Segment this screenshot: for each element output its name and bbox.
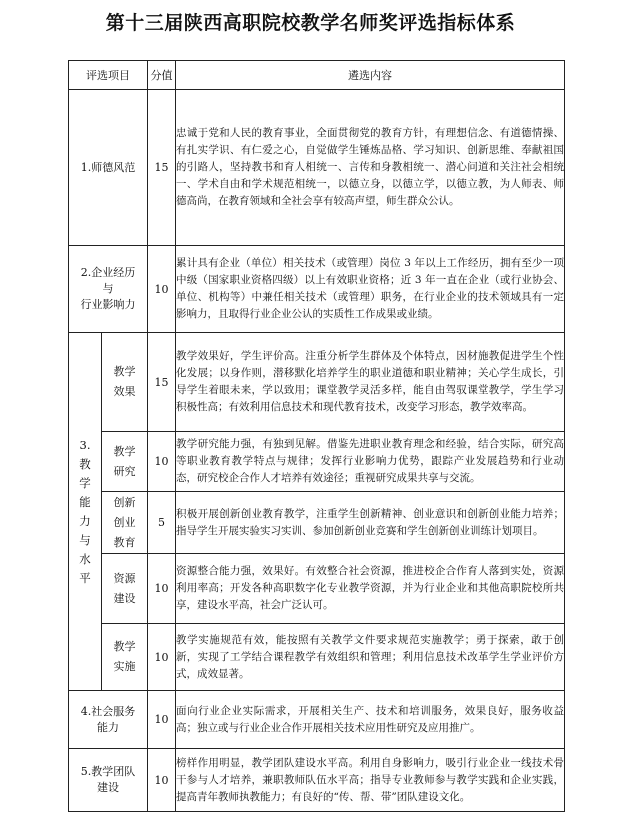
row-category: 1.师德风范 — [69, 90, 148, 246]
table-header-row — [69, 61, 565, 90]
header-score: 分值 — [148, 61, 176, 90]
table-row — [69, 432, 565, 492]
row-category — [69, 749, 148, 812]
row-score: 15 — [148, 90, 176, 246]
category-line: 4.社会服务 — [80, 704, 136, 718]
row-score: 10 — [148, 624, 176, 691]
row-score: 10 — [148, 691, 176, 749]
category-line: 2.企业经历 — [80, 266, 136, 279]
row-content: 教学研究能力强，有独到见解。借鉴先进职业教育理念和经验，结合实际，研究高等职业教育教学特点与规律；发挥行业影响力优势，跟踪产业发展趋势和行业动态，研究校企合作人才培养有效途径；重视研究成果共享与交流。 — [176, 432, 565, 492]
row-content: 资源整合能力强，效果好。有效整合社会资源，推进校企合作育人落到实处，资源利用率高；开发各种高职数字化专业教学资源，并为行业企业和其他高职院校所共享，建设水平高，社会广泛认可。 — [176, 554, 565, 624]
header-item: 评选项目 — [69, 61, 148, 90]
category-line: 与 — [102, 282, 114, 295]
row-score: 10 — [148, 554, 176, 624]
table-row — [69, 246, 565, 333]
table-row — [69, 492, 565, 554]
row-score: 10 — [148, 246, 176, 333]
table-row — [69, 554, 565, 624]
criteria-table — [68, 60, 565, 812]
table-row — [69, 749, 565, 812]
sub-category: 教学研究 — [102, 432, 148, 492]
category-line: 能力 — [97, 720, 119, 734]
group-category-label: 3.教学能力与水平 — [79, 437, 91, 585]
row-score: 15 — [148, 333, 176, 432]
sub-category: 教学效果 — [102, 333, 148, 432]
row-category — [69, 246, 148, 333]
header-content: 遴选内容 — [176, 61, 565, 90]
sub-category: 创新创业教育 — [102, 492, 148, 554]
row-score: 5 — [148, 492, 176, 554]
row-content: 榜样作用明显，教学团队建设水平高。利用自身影响力，吸引行业企业一线技术骨干参与人才培养，兼职教师队伍水平高；指导专业教师参与教学实践和企业实践，提高青年教师执教能力；有良好的“传、帮、带”团队建设文化。 — [176, 749, 565, 812]
page-title: 第十三届陕西高职院校教学名师奖评选指标体系 — [105, 12, 516, 34]
table-row — [69, 90, 565, 246]
category-line: 建设 — [97, 781, 119, 794]
table-row — [69, 333, 565, 432]
table-row — [69, 624, 565, 691]
row-content: 忠诚于党和人民的教育事业，全面贯彻党的教育方针，有理想信念、有道德情操、有扎实学识、有仁爱之心，自觉做学生锤炼品格、学习知识、创新思维、奉献祖国的引路人，坚持教书和育人相统一、言传和身教相统一、潜心问道和关注社会相统一、学术自由和学术规范相统一，以德立身，以德立学，以德立教，为人师表、师德高尚，在教育领域和全社会享有较高声望，师生群众公认。 — [176, 90, 565, 246]
row-content: 面向行业企业实际需求，开展相关生产、技术和培训服务，效果良好，服务收益高；独立或与行业企业合作开展相关技术应用性研究及应用推广。 — [176, 691, 565, 749]
row-category — [69, 691, 148, 749]
row-content: 教学效果好，学生评价高。注重分析学生群体及个体特点，因材施教促进学生个性化发展；以身作则，潜移默化培养学生的职业道德和职业精神；关心学生成长，引导学生着眼未来，学以致用；课堂教学灵活多样，能自由驾驭课堂教学，学生学习积极性高；有效利用信息技术和现代教育技术，改变学习形态，教学效率高。 — [176, 333, 565, 432]
sub-category: 教学实施 — [102, 624, 148, 691]
row-score: 10 — [148, 749, 176, 812]
row-content: 积极开展创新创业教育教学，注重学生创新精神、创业意识和创新创业能力培养；指导学生开展实验实习实训、参加创新创业竞赛和学生创新创业训练计划项目。 — [176, 492, 565, 554]
table-row — [69, 691, 565, 749]
row-content: 累计具有企业（单位）相关技术（或管理）岗位 3 年以上工作经历，拥有至少一项中级（国家职业资格四级）以上有效职业资格；近 3 年一直在企业（或行业协会、单位、机构等）中兼任相关技术（或管理）职务，在行业企业的技术领域具有一定影响力，且取得行业企业公认的实质性工作成果或业绩。 — [176, 246, 565, 333]
category-line: 5.教学团队 — [80, 765, 136, 778]
category-line: 行业影响力 — [80, 298, 136, 311]
row-content: 教学实施规范有效，能按照有关教学文件要求规范实施教学；勇于探索，敢于创新，实现了工学结合课程教学有效组织和管理；利用信息技术改革学生学业评价方式，成效显著。 — [176, 624, 565, 691]
group-category — [69, 333, 102, 691]
sub-category: 资源建设 — [102, 554, 148, 624]
row-score: 10 — [148, 432, 176, 492]
